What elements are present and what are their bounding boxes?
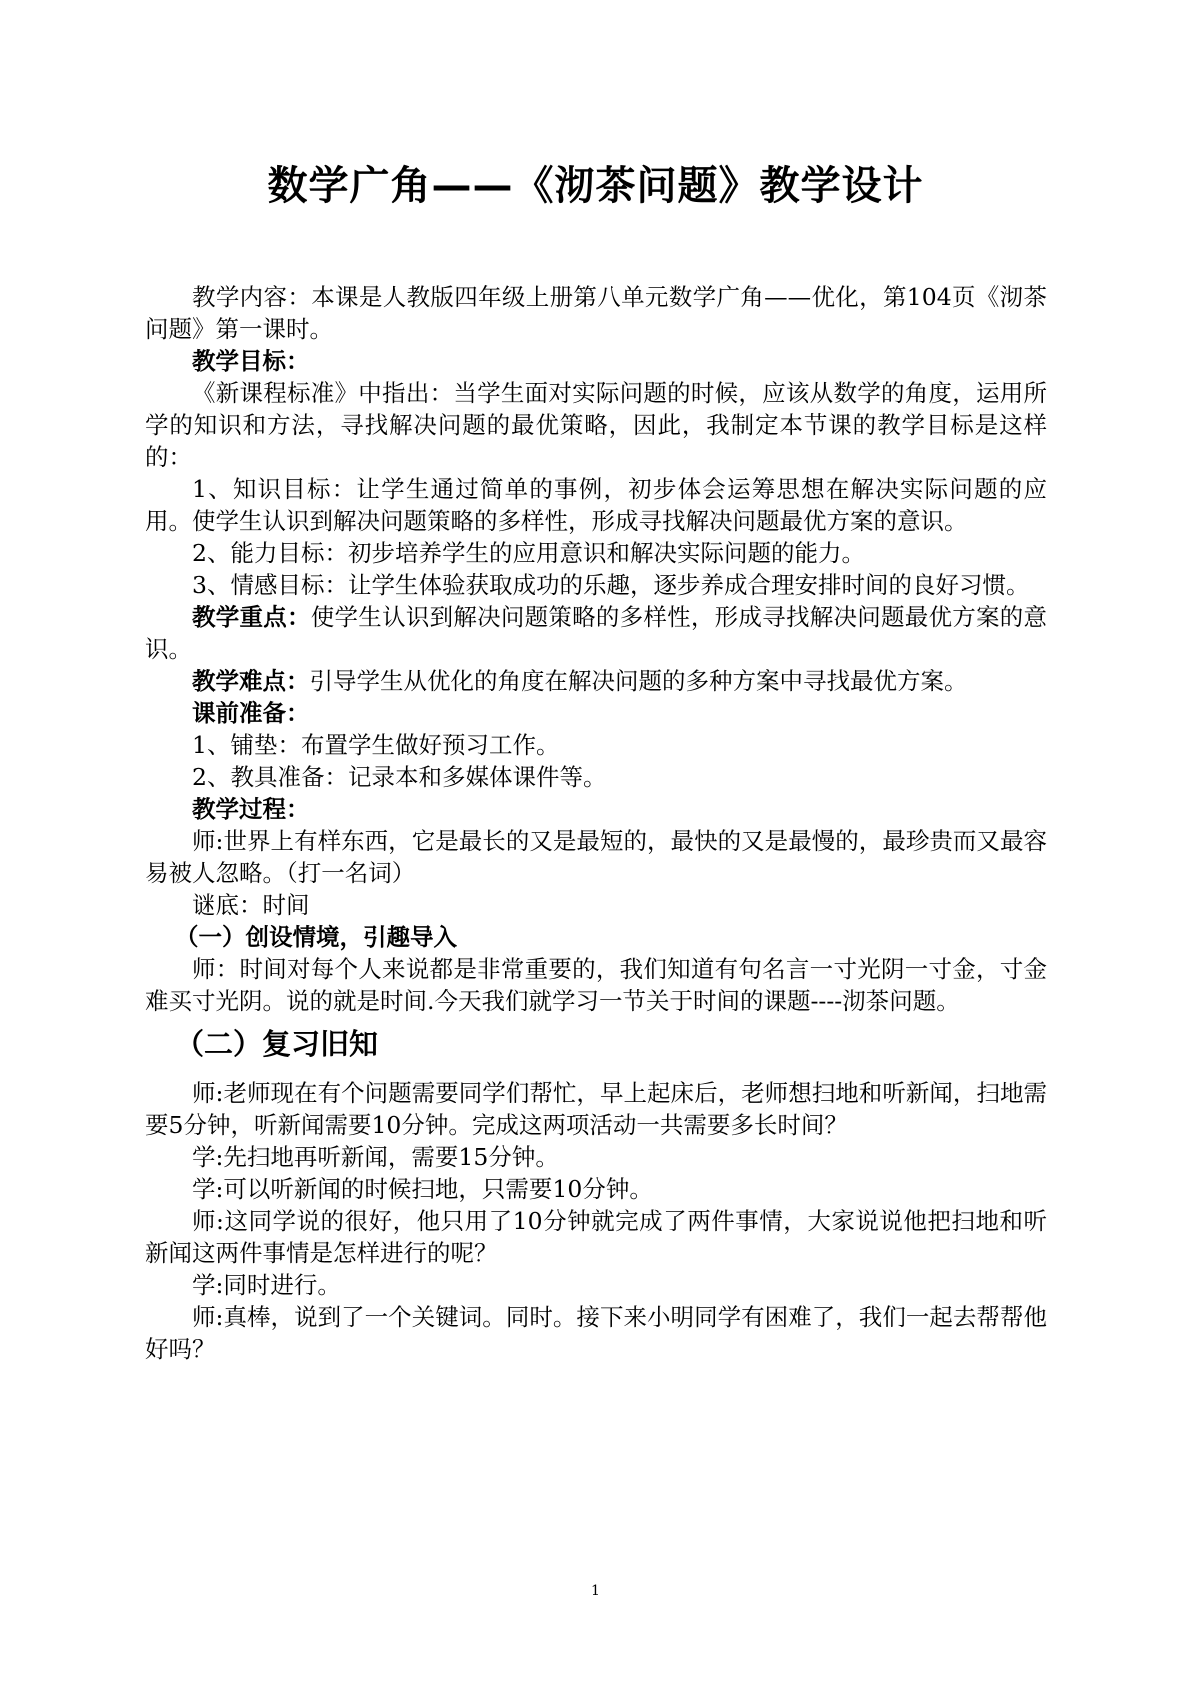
goal-knowledge: 1、知识目标：让学生通过简单的事例，初步体会运筹思想在解决实际问题的应用。使学生认识到解决问题策略的多样性，形成寻找解决问题最优方案的意识。 <box>145 475 1047 535</box>
goals-heading: 教学目标： <box>192 347 310 375</box>
content-text: 本课是人教版四年级上册第八单元数学广角——优化，第104页《沏茶问题》第一课时。 <box>145 283 1048 343</box>
preparation-item-1: 1、铺垫：布置学生做好预习工作。 <box>192 731 560 759</box>
riddle-answer: 谜底：时间 <box>192 891 310 919</box>
key-point-label: 教学重点： <box>192 603 311 631</box>
key-point-text: 使学生认识到解决问题策略的多样性，形成寻找解决问题最优方案的意识。 <box>145 603 1048 663</box>
document-body <box>145 281 1047 1365</box>
content-paragraph <box>145 281 1047 345</box>
section-2-paragraph-4: 师:这同学说的很好，他只用了10分钟就完成了两件事情，大家说说他把扫地和听新闻这两件事情是怎样进行的呢？ <box>145 1207 1047 1267</box>
preparation-heading: 课前准备： <box>192 699 310 727</box>
key-point-paragraph <box>145 601 1047 665</box>
preparation-item-2: 2、教具准备：记录本和多媒体课件等。 <box>192 763 607 791</box>
section-1-paragraph: 师：时间对每个人来说都是非常重要的，我们知道有句名言一寸光阴一寸金，寸金难买寸光阴。说的就是时间.今天我们就学习一节关于时间的课题----沏茶问题。 <box>145 955 1047 1015</box>
section-2-paragraph-2: 学:先扫地再听新闻，需要15分钟。 <box>192 1143 559 1171</box>
goal-ability: 2、能力目标：初步培养学生的应用意识和解决实际问题的能力。 <box>192 539 865 567</box>
process-heading: 教学过程： <box>192 795 310 823</box>
goal-emotion: 3、情感目标：让学生体验获取成功的乐趣，逐步养成合理安排时间的良好习惯。 <box>192 571 1030 599</box>
section-2-paragraph-1: 师:老师现在有个问题需要同学们帮忙，早上起床后，老师想扫地和听新闻，扫地需要5分钟，听新闻需要10分钟。完成这两项活动一共需要多长时间？ <box>145 1079 1047 1139</box>
section-1-heading: （一）创设情境，引趣导入 <box>175 923 457 951</box>
riddle-paragraph: 师:世界上有样东西，它是最长的又是最短的，最快的又是最慢的，最珍贵而又最容易被人忽略。（打一名词） <box>145 827 1047 887</box>
document-title: 数学广角——《沏茶问题》教学设计 <box>267 163 924 209</box>
difficulty-text: 引导学生从优化的角度在解决问题的多种方案中寻找最优方案。 <box>309 667 968 695</box>
difficulty-label: 教学难点： <box>192 667 310 695</box>
content-label: 教学内容： <box>192 283 312 311</box>
goals-intro: 《新课程标准》中指出：当学生面对实际问题的时候，应该从数学的角度，运用所学的知识和方法，寻找解决问题的最优策略，因此，我制定本节课的教学目标是这样的： <box>145 379 1047 471</box>
section-2-paragraph-6: 师:真棒，说到了一个关键词。同时。接下来小明同学有困难了，我们一起去帮帮他好吗？ <box>145 1303 1047 1363</box>
section-2-paragraph-5: 学:同时进行。 <box>192 1271 341 1299</box>
section-2-heading: （二）复习旧知 <box>175 1027 379 1061</box>
difficulty-paragraph <box>145 665 1047 697</box>
page-number: 1 <box>591 1583 600 1599</box>
section-2-paragraph-3: 学:可以听新闻的时候扫地，只需要10分钟。 <box>192 1175 653 1203</box>
